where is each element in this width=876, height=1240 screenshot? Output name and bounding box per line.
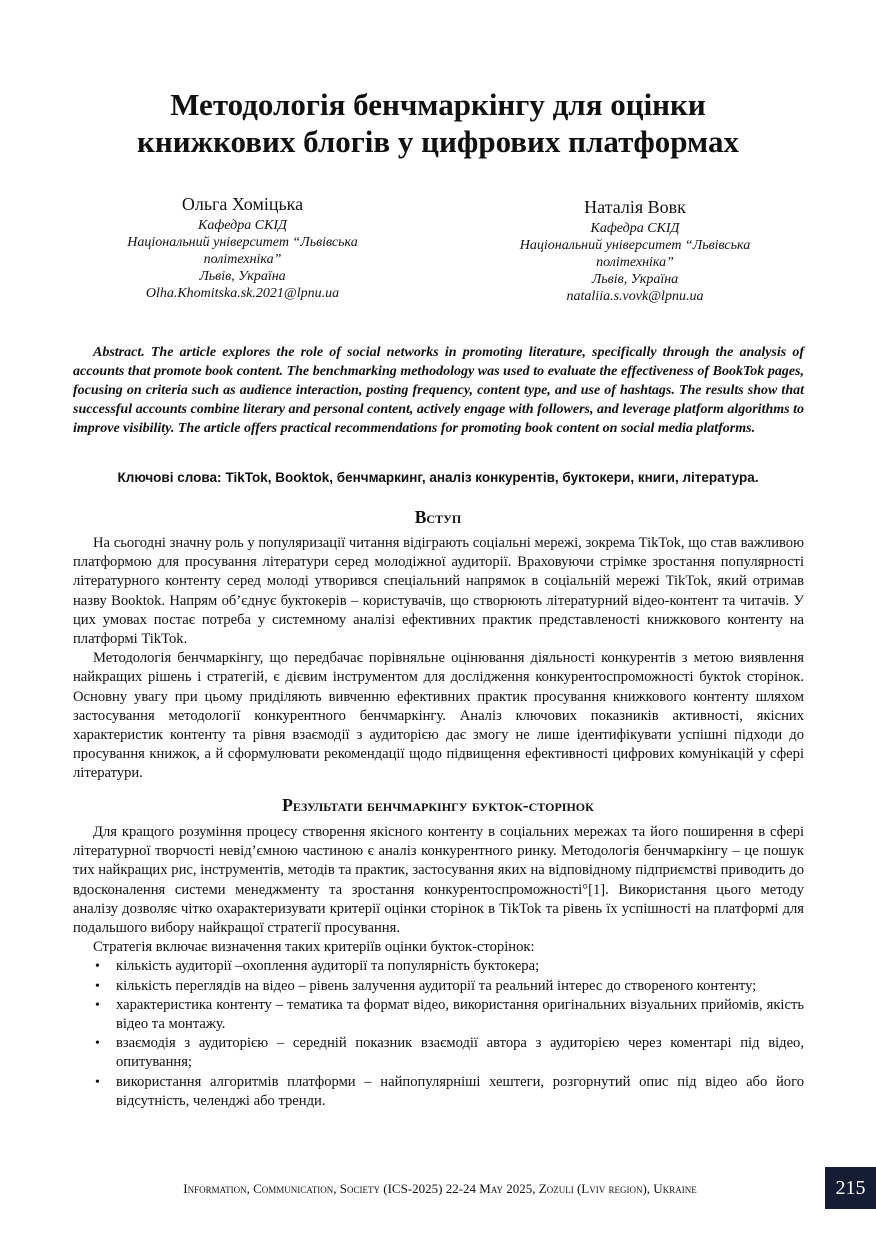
author-block-1 — [100, 193, 385, 302]
author-university: Національний університет “Львівська — [127, 235, 358, 250]
list-item-text: характеристика контенту – тематика та формат відео, використання оригінальних візуальних прийомів, якість відео та монтажу. — [116, 996, 804, 1033]
list-item-text: кількість переглядів на відео – рівень залучення аудиторії та реальний інтерес до створеного контенту; — [116, 977, 757, 994]
keywords-label: Ключові слова: — [117, 470, 222, 485]
author-email: nataliia.s.vovk@lpnu.ua — [566, 289, 704, 304]
author-university-cont: політехніка” — [203, 252, 282, 267]
list-item-text: кількість аудиторії –охоплення аудиторії та популярність буктокера; — [116, 958, 540, 975]
paragraph: На сьогодні значну роль у популяризації читання відіграють соціальні мережі, зокрема TikTok, що став важливою платформою для просування літератури серед молодіжної аудиторії. Враховуючи стрімке зростання популярності літературного контенту серед молоді утворився спеціальний напрямок в соціальній мережі TikTok, який отримав назву Booktok. Напрям об’єднує буктокерів – користувачів, що створюють літературний відео-контент та читачів. У цих умовах постає потреба у системному аналізі ефективних практик представленості книжкового контенту на платформі TikTok. — [73, 535, 804, 648]
section-heading-results: Результати бенчмаркінгу букток-сторінок — [282, 795, 594, 815]
criteria-list — [73, 957, 804, 1111]
bullet-icon: • — [95, 959, 100, 975]
author-university: Національний університет “Львівська — [519, 238, 751, 253]
abstract: Abstract. The article explores the role of social networks in promoting literature, specifically through the analysis of accounts that promote book content. The benchmarking methodology was used to evaluate the effectiveness of BookTok pages, focusing on criteria such as audience interaction, posting frequency, content type, and use of hashtags. The results show that successful accounts combine literary and personal content, actively engage with followers, and leverage platform algorithms to improve visibility. The article offers practical recommendations for promoting book content on social media platforms. — [73, 345, 804, 436]
author-name: Наталія Вовк — [584, 197, 686, 217]
paragraph: Методологія бенчмаркінгу, що передбачає порівняльне оцінювання діяльності конкурентів з метою виявлення найкращих рішень і стратегій, є дієвим інструментом для дослідження конкурентоспроможності буктоk сторінок. Основну увагу при цьому приділяють вивченню ефективних практик просування книжкового контенту шляхом застосування методології конкурентного бенчмаркінгу. Аналіз ключових показників активності, якісних характеристик контенту та рівня взаємодії з аудиторією дає змогу не лише ідентифікувати успішні підходи до просування книжок, а й сформулювати рекомендації щодо підвищення ефективності цифрових комунікацій у сфері літератури. — [73, 650, 804, 782]
keywords-text: TikTok, Booktok, бенчмаркинг, аналіз конкурентів, буктокери, книги, література. — [225, 470, 759, 485]
list-item — [73, 977, 804, 996]
running-footer: Information, Communication, Society (ICS-2025) 22-24 May 2025, Zozuli (Lviv region), Ukraine — [183, 1181, 697, 1196]
bullet-icon: • — [95, 997, 100, 1013]
author-email: Olha.Khomitska.sk.2021@lpnu.ua — [145, 286, 340, 301]
keywords — [0, 470, 876, 485]
author-affiliation — [490, 220, 780, 305]
page-number-badge: 215 — [825, 1167, 876, 1209]
list-item-text: використання алгоритмів платформи – найпопулярніші хештеги, розгорнутий опис під відео або його відсутність, челенджі або тренди. — [116, 1073, 804, 1109]
bullet-icon: • — [95, 1036, 100, 1052]
bullet-icon: • — [95, 1074, 100, 1090]
intro-section — [73, 534, 804, 784]
author-name: Ольга Хоміцька — [181, 194, 304, 214]
list-item — [73, 1034, 804, 1072]
author-university-cont: політехніка” — [596, 255, 674, 270]
author-affiliation — [100, 217, 385, 302]
list-item — [73, 957, 804, 976]
paper-title — [0, 86, 876, 160]
author-department: Кафедра СКІД — [198, 218, 287, 233]
title-line-1: Методологія бенчмаркінгу для оцінки — [170, 87, 706, 122]
list-item-text: взаємодія з аудиторією – середній показник взаємодії автора з аудиторією через коментарі під відео, опитування; — [116, 1035, 804, 1071]
paragraph: Стратегія включає визначення таких критеріїв оцінки букток-сторінок: — [93, 939, 535, 956]
section-heading-intro: Вступ — [414, 507, 462, 527]
title-line-2: книжкових блогів у цифрових платформах — [137, 124, 739, 159]
author-city: Львів, Україна — [199, 269, 286, 284]
author-department: Кафедра СКІД — [590, 221, 680, 236]
list-item — [73, 1073, 804, 1111]
paragraph: Для кращого розуміння процесу створення якісного контенту в соціальних мережах та його поширення в сфері літературної творчості невід’ємною частиною є аналіз конкурентного ринку. Методологія бенчмаркінгу – це пошук тих найкращих рис, інструментів, методів та практик, застосування яких на відповідному підприємстві приводить до вдосконалення системи менеджменту та зростання конкурентоспроможності°[1]. Використання цього методу аналізу дозволяє чітко охарактеризувати критерії оцінки сторінок в TikTok та рівень їх успішності на платформі для подальшого вибору найкращої стратегії просування. — [73, 824, 804, 937]
author-city: Львів, Україна — [591, 272, 679, 287]
results-section — [73, 823, 804, 1111]
list-item — [73, 996, 804, 1034]
author-block-2 — [490, 196, 780, 305]
bullet-icon: • — [95, 978, 100, 994]
